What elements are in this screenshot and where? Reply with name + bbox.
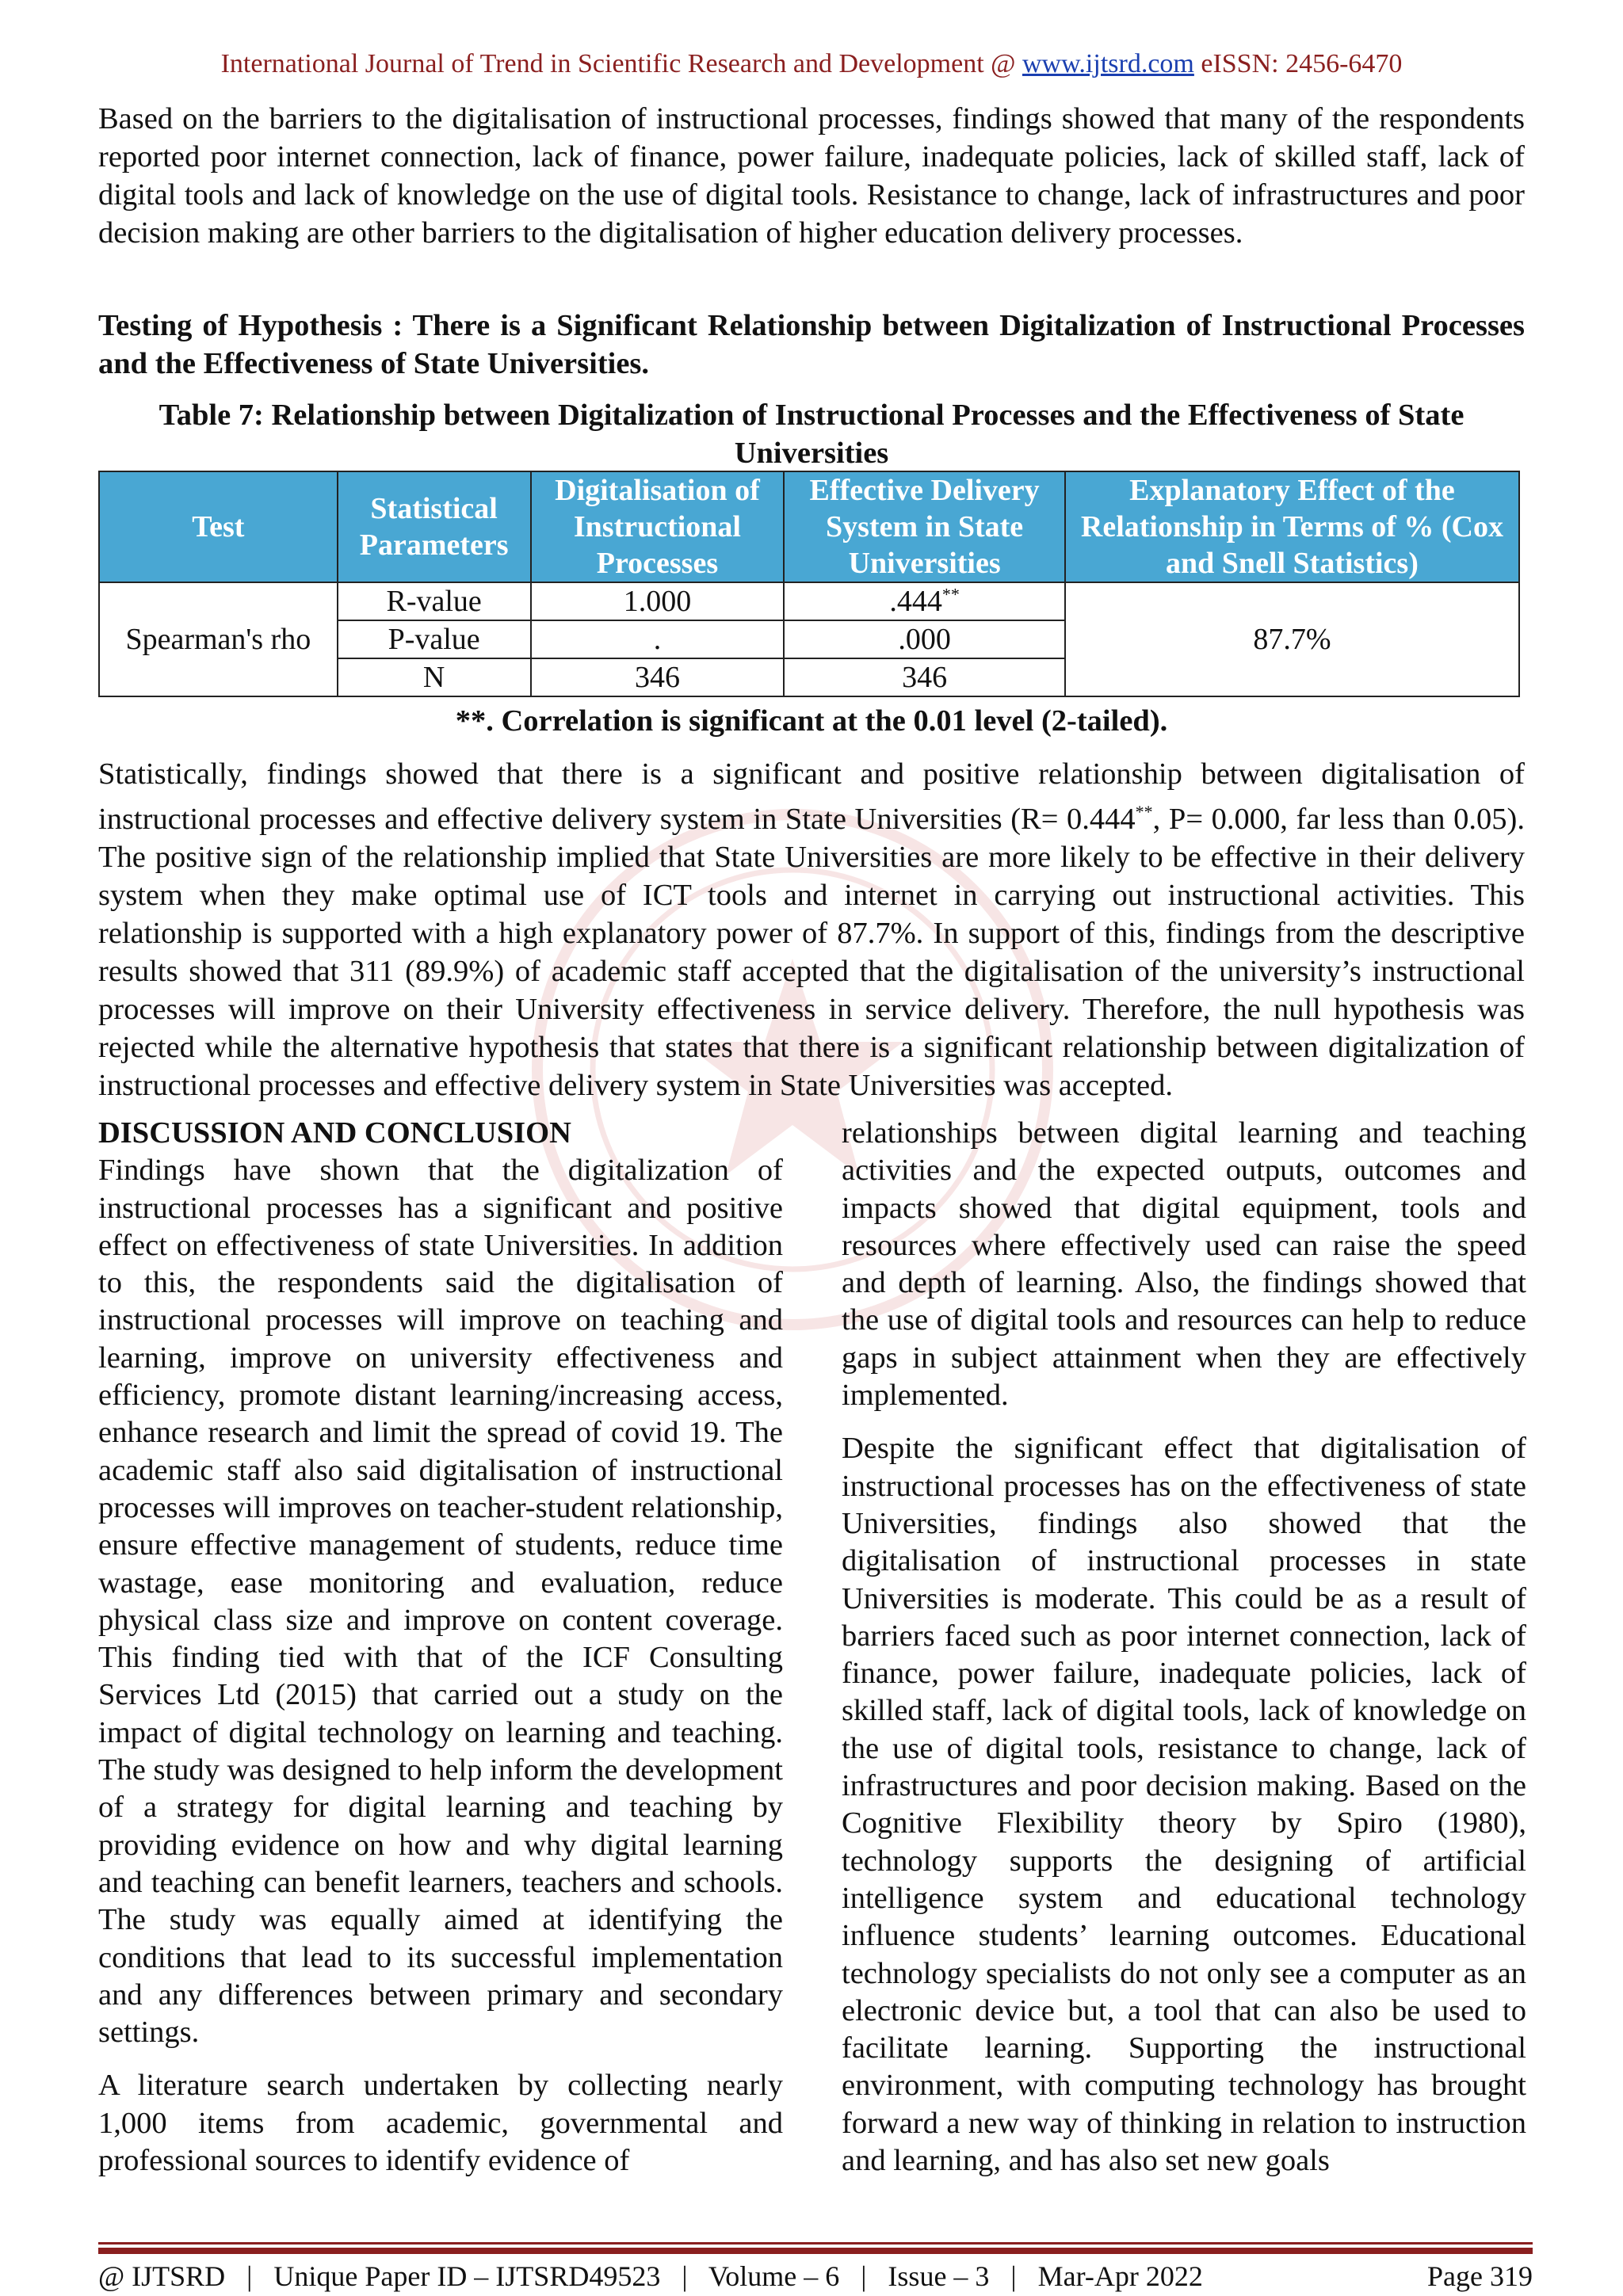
header-explanatory-effect: Explanatory Effect of the Relationship in Terms of % (Cox and Snell Statistics)	[1065, 471, 1519, 582]
statistics-paragraph	[98, 755, 1525, 1104]
header-effective-delivery: Effective Delivery System in State Universities	[784, 471, 1065, 582]
statistics-significance-marker: **	[1135, 802, 1153, 822]
header-test: Test	[99, 471, 338, 582]
table-caption: Table 7: Relationship between Digitalization of Instructional Processes and the Effectiveness of State Universities	[158, 399, 1465, 470]
digital-cell: .	[531, 620, 785, 658]
hypothesis-heading: Testing of Hypothesis : There is a Significant Relationship between Digitalization of Instructional Processes and the Effectiveness of State Universities.	[98, 309, 1525, 380]
test-name-cell: Spearman's rho	[99, 582, 338, 696]
statistics-text-part2: , P= 0.000, far less than 0.05). The positive sign of the relationship implied that State Universities are more likely to be effective in their delivery system when they make optimal use of ICT tools and internet in carrying out instructional activities. This relationship is supported with a high explanatory power of 87.7%. In support of this, findings from the descriptive results showed that 311 (89.9%) of academic staff accepted that the digitalisation of the university’s instructional processes will improve on their University effectiveness in service delivery. Therefore, the null hypothesis was rejected while the alternative hypothesis that states that there is a significant relationship between digitalization of instructional processes and effective delivery system in State Universities was accepted.	[98, 802, 1525, 1102]
intro-paragraph: Based on the barriers to the digitalisation of instructional processes, findings showed that many of the respondents reported poor internet connection, lack of finance, power failure, inadequate policies, lack of skilled staff, lack of digital tools and lack of knowledge on the use of digital tools. Resistance to change, lack of infrastructures and poor decision making are other barriers to the digitalisation of higher education delivery processes.	[98, 102, 1525, 250]
effective-value: .444	[889, 585, 942, 618]
digital-cell: 1.000	[531, 582, 785, 620]
right-column	[842, 1115, 1526, 2180]
table-row	[99, 582, 1519, 620]
effective-cell: .000	[784, 620, 1065, 658]
digital-cell: 346	[531, 658, 785, 696]
param-cell: R-value	[338, 582, 531, 620]
significance-marker: **	[941, 584, 960, 605]
table-footnote: **. Correlation is significant at the 0.01 level (2-tailed).	[455, 704, 1168, 738]
section-heading: DISCUSSION AND CONCLUSION	[98, 1116, 571, 1150]
footer-rule	[98, 2242, 1533, 2245]
results-table	[98, 471, 1520, 697]
discussion-paragraph-4: Despite the significant effect that digitalisation of instructional processes has on the effectiveness of state Universities, findings also showed that the digitalisation of instructional processes in state Universities is moderate. This could be as a result of barriers faced such as poor internet connection, lack of finance, power failure, inadequate policies, lack of skilled staff, lack of digital tools, lack of knowledge on the use of digital tools, resistance to change, lack of infrastructures and poor decision making. Based on the Cognitive Flexibility theory by Spiro (1980), technology supports the designing of artificial intelligence system and educational technology influence students’ learning outcomes. Educational technology specialists do not only see a computer as an electronic device but, a tool that can also be used to facilitate learning. Supporting the instructional environment, with computing technology has brought forward a new way of thinking in relation to instruction and learning, and has also set new goals	[842, 1432, 1526, 2178]
table-header-row	[99, 471, 1519, 582]
page-number: Page 319	[1427, 2260, 1533, 2292]
discussion-paragraph-3: relationships between digital learning and teaching activities and the expected outputs, outcomes and impacts showed that digital equipment, tools and resources where effectively used can raise the speed and depth of learning. Also, the findings showed that the use of digital tools and resources can help to reduce gaps in subject attainment when they are effectively implemented.	[842, 1116, 1526, 1413]
discussion-paragraph-1: Findings have shown that the digitalization of instructional processes has a significant and positive effect on effectiveness of state Universities. In addition to this, the respondents said the digitalisation of instructional processes will improve on teaching and learning, improve on university effectiveness and efficiency, promote distant learning/increasing access, enhance research and limit the spread of covid 19. The academic staff also said digitalisation of instructional processes will improves on teacher-student relationship, ensure effective management of students, reduce time wastage, ease monitoring and evaluation, reduce physical class size and improve on content coverage. This finding tied with that of the ICF Consulting Services Ltd (2015) that carried out a study on the impact of digital technology on learning and teaching. The study was designed to help inform the development of a strategy for digital learning and teaching by providing evidence on how and why digital learning and teaching can benefit learners, teachers and schools. The study was equally aimed at identifying the conditions that lead to its successful implementation and any differences between primary and secondary settings.	[98, 1154, 783, 2050]
statistics-text-part1: Statistically, findings showed that there is a significant and positive relationship between digitalisation of instructional processes and effective delivery system in State Universities (R= 0.444	[98, 757, 1525, 836]
journal-url-link[interactable]: www.ijtsrd.com	[1022, 49, 1194, 78]
header-digitalisation: Digitalisation of Instructional Processes	[531, 471, 785, 582]
footer-rule-thick	[98, 2248, 1533, 2254]
discussion-paragraph-2: A literature search undertaken by collecting nearly 1,000 items from academic, governmental and professional sources to identify evidence of	[98, 2069, 783, 2178]
effective-cell: 346	[784, 658, 1065, 696]
left-column	[98, 1115, 783, 2180]
header-parameters: Statistical Parameters	[338, 471, 531, 582]
effective-cell	[784, 582, 1065, 620]
explanatory-value-cell: 87.7%	[1065, 582, 1519, 696]
param-cell: N	[338, 658, 531, 696]
param-cell: P-value	[338, 620, 531, 658]
journal-header	[0, 49, 1623, 79]
journal-title: International Journal of Trend in Scientific Research and Development @	[220, 49, 1022, 78]
journal-issn: eISSN: 2456-6470	[1193, 49, 1403, 78]
footer-info: @ IJTSRD | Unique Paper ID – IJTSRD49523 | Volume – 6 | Issue – 3 | Mar-Apr 2022	[98, 2260, 1203, 2292]
